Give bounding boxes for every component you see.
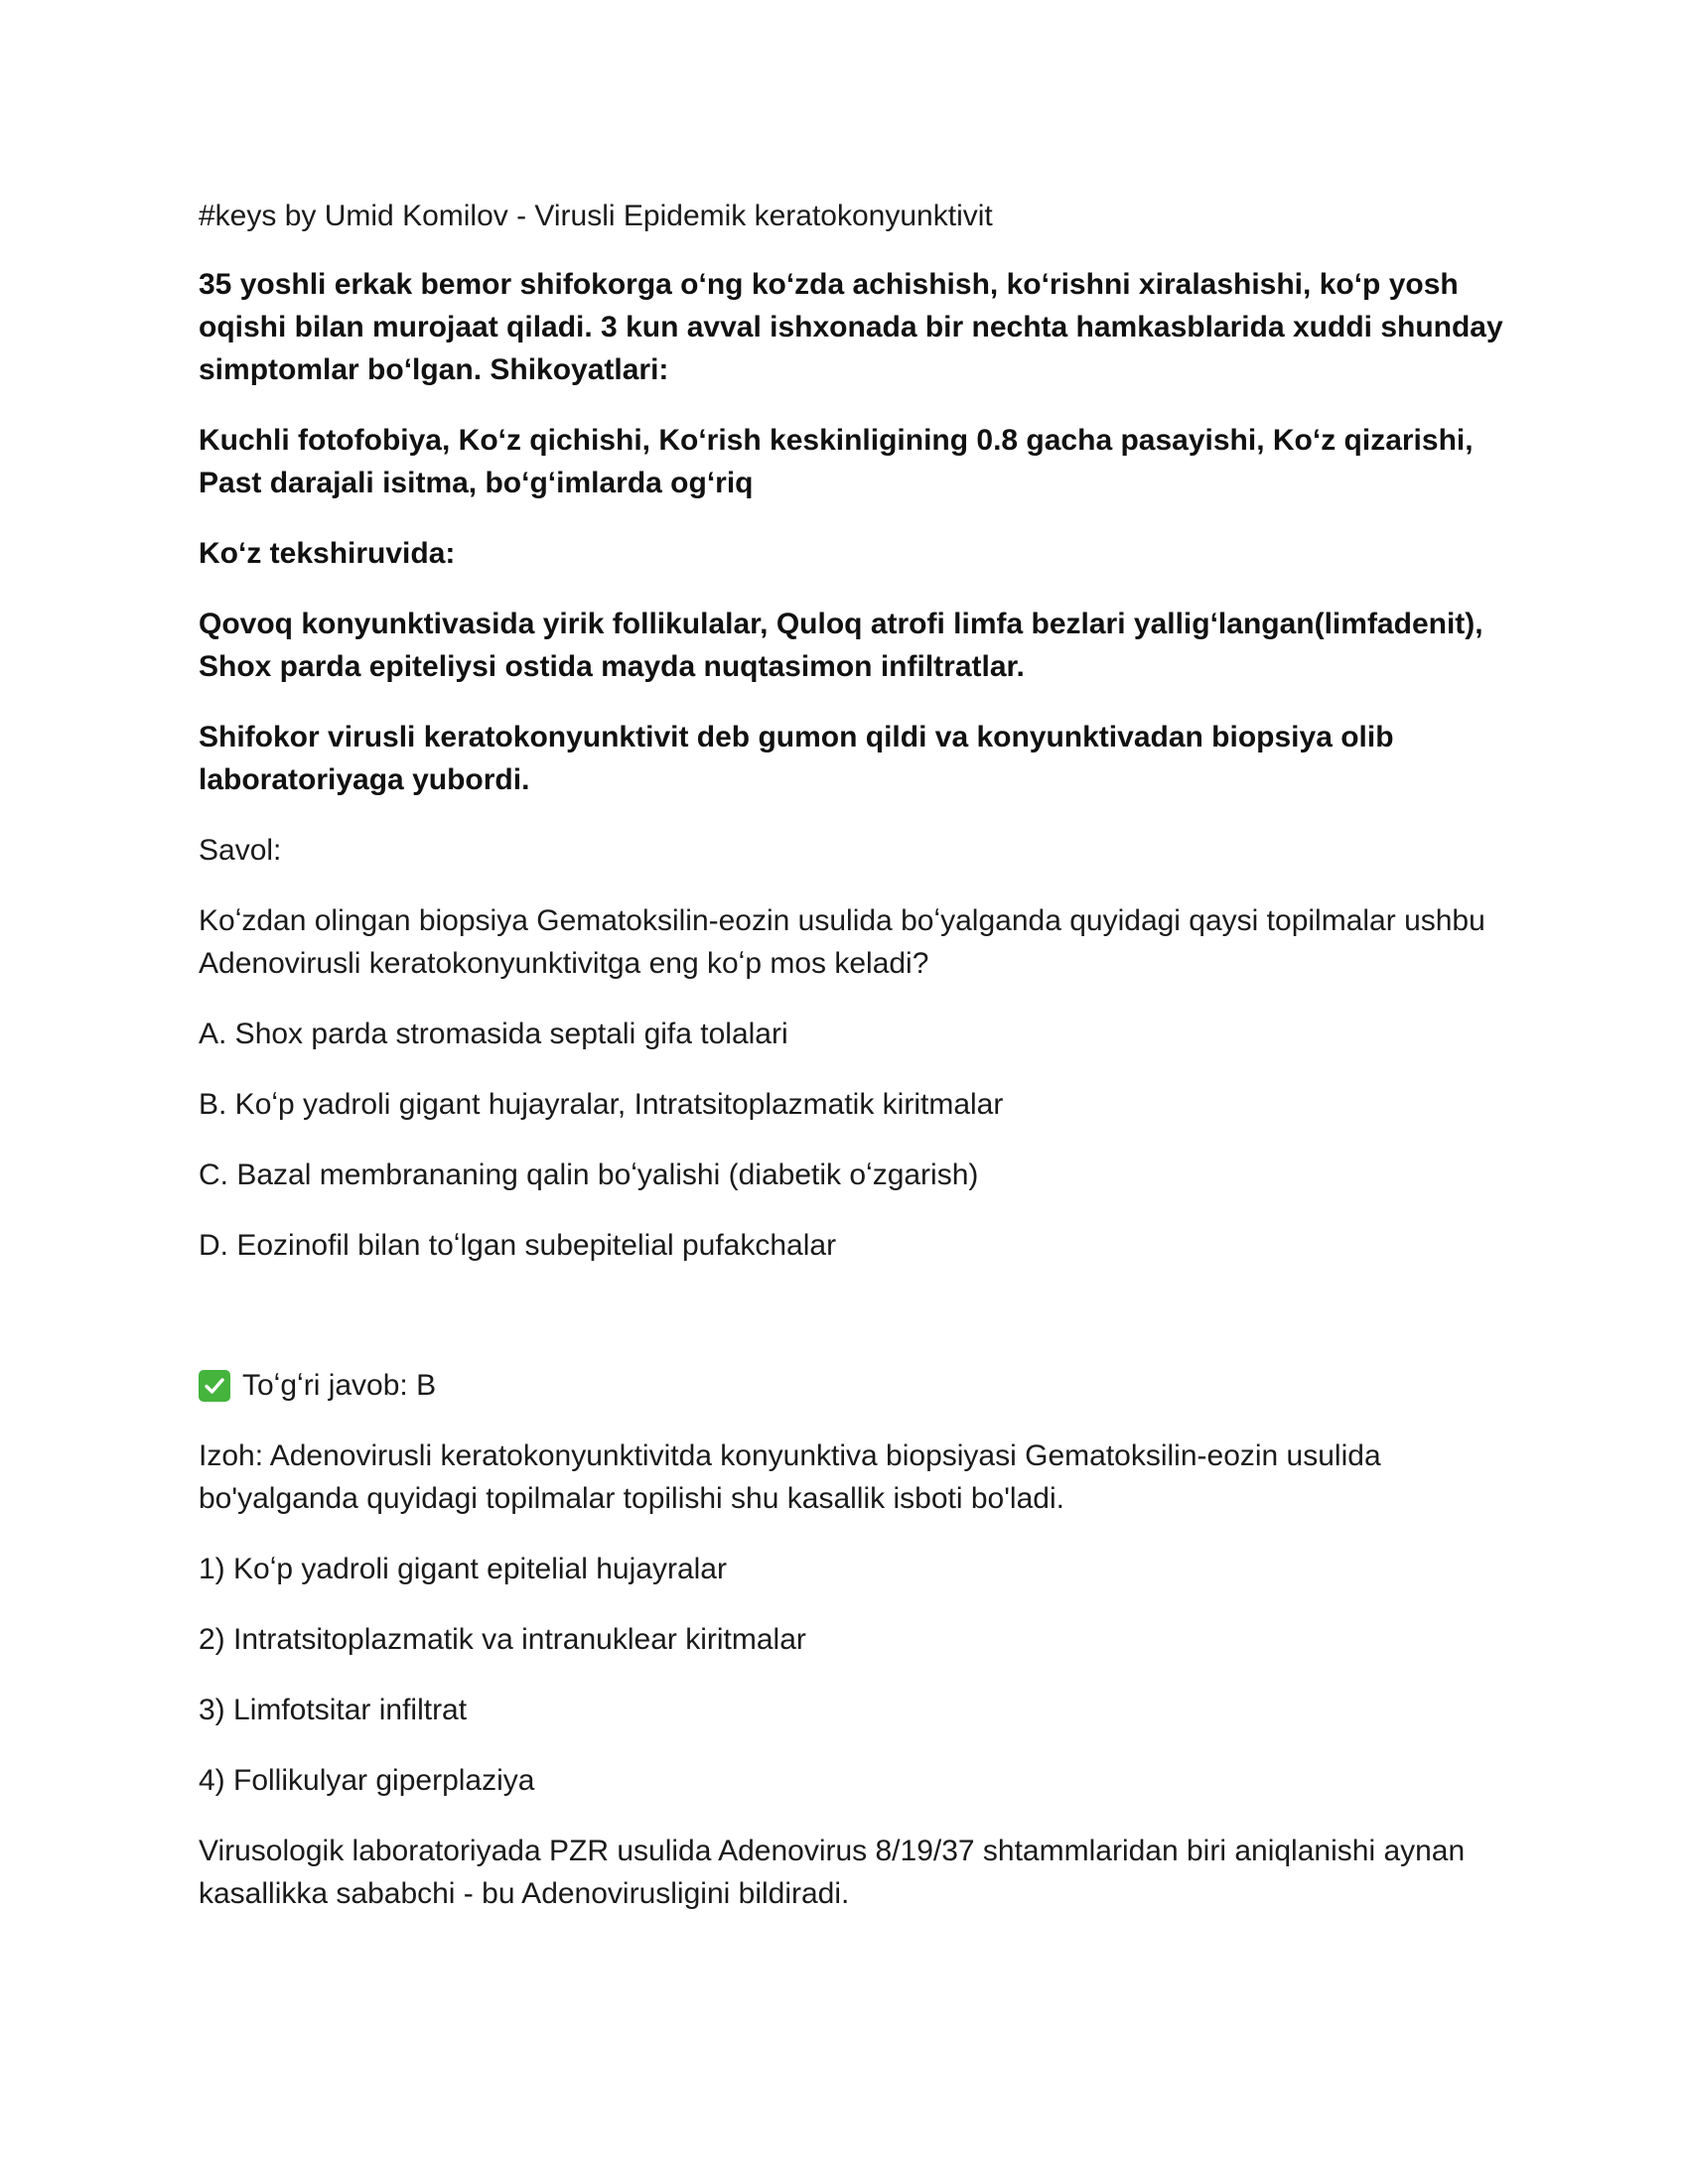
explanation-item: 1) Koʻp yadroli gigant epitelial hujayralar — [199, 1553, 727, 1585]
exam-heading: Koʻz tekshiruvida: — [199, 537, 456, 570]
case-complaints: Kuchli fotofobiya, Koʻz qichishi, Koʻrish keskinligining 0.8 gacha pasayishi, Koʻz qizarishi, Past darajali isitma, boʻgʻimlarda ogʻriq — [199, 424, 1474, 499]
explanation-intro: Izoh: Adenovirusli keratokonyunktivitda konyunktiva biopsiyasi Gematoksilin-eozin usulida bo'yalganda quyidagi topilmalar topilishi shu kasallik isboti bo'ladi. — [199, 1439, 1381, 1515]
explanation-item: 4) Follikulyar giperplaziya — [199, 1764, 535, 1797]
option-c: C. Bazal membrananing qalin boʻyalishi (diabetik oʻzgarish) — [199, 1159, 979, 1191]
section-spacer — [199, 1295, 1509, 1364]
exam-findings: Qovoq konyunktivasida yirik follikulalar, Quloq atrofi limfa bezlari yalligʻlangan(limfadenit), Shox parda epiteliysi ostida mayda nuqtasimon infiltratlar. — [199, 608, 1483, 683]
explanation-item: 2) Intratsitoplazmatik va intranuklear kiritmalar — [199, 1623, 806, 1656]
explanation-item: 3) Limfotsitar infiltrat — [199, 1694, 468, 1726]
option-a: A. Shox parda stromasida septali gifa tolalari — [199, 1018, 788, 1050]
check-mark-icon — [199, 1370, 230, 1402]
correct-answer — [199, 1364, 1509, 1407]
document-page — [199, 195, 1509, 1943]
doctor-action: Shifokor virusli keratokonyunktivit deb gumon qildi va konyunktivadan biopsiya olib laboratoriyaga yubordi. — [199, 721, 1394, 796]
document-title: #keys by Umid Komilov - Virusli Epidemik keratokonyunktivit — [199, 200, 993, 232]
explanation-conclusion: Virusologik laboratoriyada PZR usulida Adenovirus 8/19/37 shtammlaridan biri aniqlanishi aynan kasallikka sababchi - bu Adenovirusligini bildiradi. — [199, 1835, 1466, 1910]
correct-answer-text: Toʻgʻri javob: B — [242, 1369, 437, 1402]
question-text: Koʻzdan olingan biopsiya Gematoksilin-eozin usulida boʻyalganda quyidagi qaysi topilmalar ushbu Adenovirusli keratokonyunktivitga eng koʻp mos keladi? — [199, 904, 1485, 980]
option-b: B. Koʻp yadroli gigant hujayralar, Intratsitoplazmatik kiritmalar — [199, 1088, 1004, 1121]
question-label: Savol: — [199, 834, 282, 867]
case-intro: 35 yoshli erkak bemor shifokorga oʻng koʻzda achishish, koʻrishni xiralashishi, koʻp yosh oqishi bilan murojaat qiladi. 3 kun avval ishxonada bir nechta hamkasblarida xuddi shunday simptomlar boʻlgan. Shikoyatlari: — [199, 268, 1503, 386]
option-d: D. Eozinofil bilan toʻlgan subepitelial pufakchalar — [199, 1229, 837, 1262]
